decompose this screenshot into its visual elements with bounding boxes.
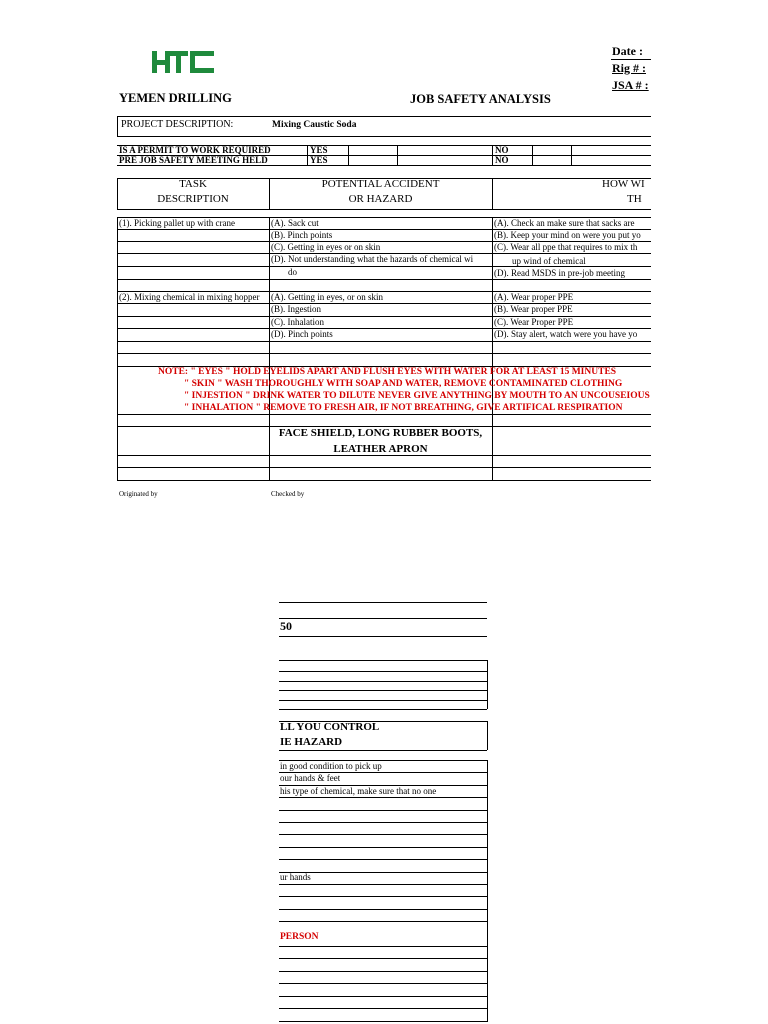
note-eyes: NOTE: " EYES " HOLD EYELIDS APART AND FLUSH EYES WITH WATER FOR AT LEAST 15 MINUTES xyxy=(158,367,617,377)
form-title: JOB SAFETY ANALYSIS xyxy=(410,92,551,106)
hazard-cell: (D). Pinch points xyxy=(271,329,333,339)
project-description-value: Mixing Caustic Soda xyxy=(272,120,357,130)
hazard-cell: (A). Sack cut xyxy=(271,218,319,228)
hazard-cell: (C). Getting in eyes or on skin xyxy=(271,242,381,252)
company-name: YEMEN DRILLING xyxy=(119,91,232,105)
jsa-label: JSA # : xyxy=(612,78,649,92)
date-label: Date : xyxy=(612,44,643,58)
task-header: TASK DESCRIPTION xyxy=(157,178,229,205)
task-cell: (2). Mixing chemical in mixing hopper xyxy=(119,292,260,302)
control-cell: (D). Read MSDS in pre-job meeting xyxy=(494,268,625,278)
control-cell: (A). Check an make sure that sacks are xyxy=(494,218,635,228)
task-cell: (1). Picking pallet up with crane xyxy=(119,218,235,228)
note-skin: " SKIN " WASH THOROUGHLY WITH SOAP AND WATER, REMOVE CONTAMINATED CLOTHING xyxy=(184,379,623,389)
continuation-row: in good condition to pick up xyxy=(280,761,382,771)
control-cell: (B). Wear proper PPE xyxy=(494,304,573,314)
hazard-cell: do xyxy=(288,267,297,277)
meeting-held-label: PRE JOB SAFETY MEETING HELD xyxy=(119,155,268,165)
control-cell: (C). Wear all ppe that requires to mix th xyxy=(494,242,638,252)
continuation-red-text: PERSON xyxy=(280,932,319,942)
project-description-label: PROJECT DESCRIPTION: xyxy=(121,119,234,130)
hazard-cell: (C). Inhalation xyxy=(271,317,324,327)
note-ingestion: " INJESTION " DRINK WATER TO DILUTE NEVER GIVE ANYTHING BY MOUTH TO AN UNCOUSEIOUS xyxy=(184,391,650,401)
permit-required-label: IS A PERMIT TO WORK REQUIRED xyxy=(119,145,271,155)
originated-by-label: Originated by xyxy=(119,490,158,498)
control-cell: (A). Wear proper PPE xyxy=(494,292,574,302)
continuation-row: his type of chemical, make sure that no one xyxy=(280,786,437,796)
control-cell: up wind of chemical xyxy=(512,256,586,266)
meeting-no[interactable]: NO xyxy=(495,155,509,165)
hazard-cell: (B). Pinch points xyxy=(271,230,333,240)
continuation-value: 50 xyxy=(280,619,292,633)
company-logo xyxy=(152,47,216,77)
control-header: HOW WI TH xyxy=(602,178,645,205)
ppe-required: FACE SHIELD, LONG RUBBER BOOTS, LEATHER APRON xyxy=(278,427,483,455)
continuation-row: ur hands xyxy=(280,872,311,882)
hazard-cell: (B). Ingestion xyxy=(271,304,321,314)
checked-by-label: Checked by xyxy=(271,490,305,498)
permit-no[interactable]: NO xyxy=(495,145,509,155)
note-inhalation: " INHALATION " REMOVE TO FRESH AIR, IF NOT BREATHING, GIVE ARTIFICAL RESPIRATION xyxy=(184,403,623,413)
continuation-row: our hands & feet xyxy=(280,773,341,783)
hazard-cell: (D). Not understanding what the hazards of chemical wi xyxy=(271,254,474,264)
continuation-control-header: LL YOU CONTROL IE HAZARD xyxy=(280,721,380,748)
rig-label: Rig # : xyxy=(612,61,646,75)
control-cell: (C). Wear Proper PPE xyxy=(494,317,574,327)
hazard-header: POTENTIAL ACCIDENT OR HAZARD xyxy=(321,178,440,205)
permit-yes[interactable]: YES xyxy=(310,145,328,155)
meeting-yes[interactable]: YES xyxy=(310,155,328,165)
control-cell: (B). Keep your mind on were you put yo xyxy=(494,230,641,240)
control-cell: (D). Stay alert, watch were you have yo xyxy=(494,329,638,339)
hazard-cell: (A). Getting in eyes, or on skin xyxy=(271,292,383,302)
